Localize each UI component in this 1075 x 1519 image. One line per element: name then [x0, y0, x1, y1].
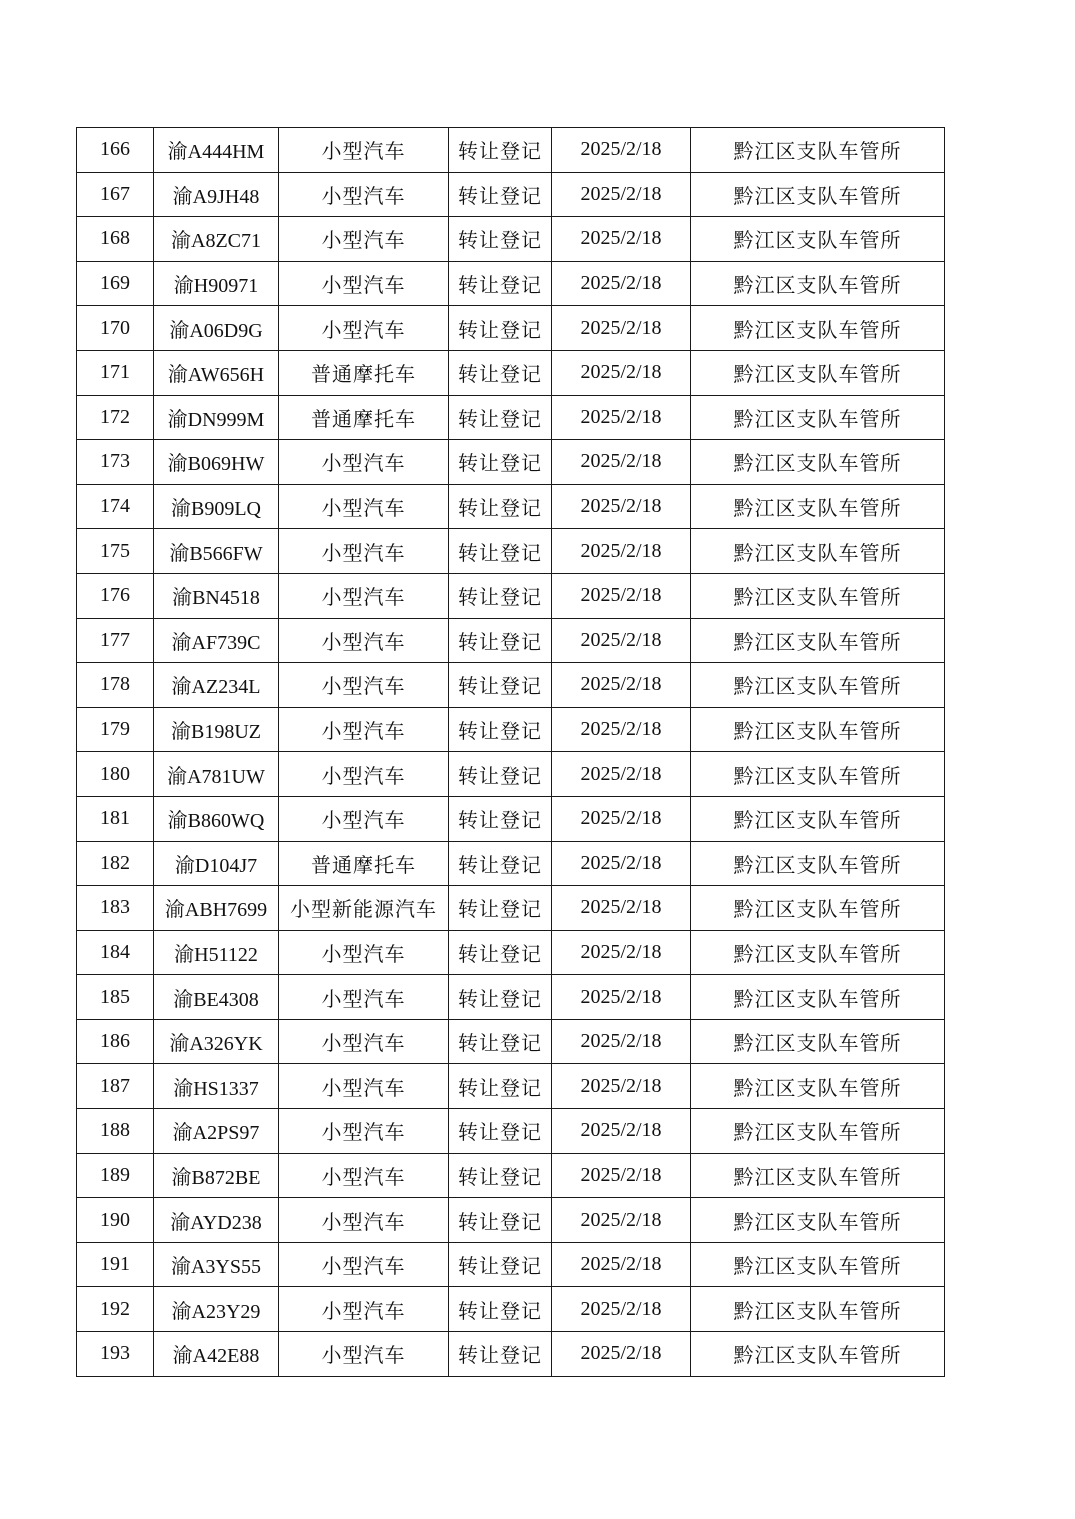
office-cell: 黔江区支队车管所 [691, 306, 945, 351]
vehicle-type-cell: 小型汽车 [279, 663, 449, 708]
table-row [77, 618, 945, 663]
date-cell: 2025/2/18 [552, 573, 691, 618]
business-type-cell: 转让登记 [449, 930, 552, 975]
plate-number-cell: 渝B872BE [154, 1153, 279, 1198]
table-row [77, 1153, 945, 1198]
date-cell: 2025/2/18 [552, 440, 691, 485]
business-type-cell: 转让登记 [449, 573, 552, 618]
office-cell: 黔江区支队车管所 [691, 796, 945, 841]
business-type-cell: 转让登记 [449, 1153, 552, 1198]
date-cell: 2025/2/18 [552, 1064, 691, 1109]
business-type-cell: 转让登记 [449, 1064, 552, 1109]
table-body [77, 128, 945, 1377]
vehicle-type-cell: 小型新能源汽车 [279, 886, 449, 931]
row-number-cell: 187 [77, 1064, 154, 1109]
plate-number-cell: 渝A2PS97 [154, 1109, 279, 1154]
table-row [77, 128, 945, 173]
plate-number-cell: 渝AF739C [154, 618, 279, 663]
date-cell: 2025/2/18 [552, 841, 691, 886]
business-type-cell: 转让登记 [449, 618, 552, 663]
plate-number-cell: 渝A326YK [154, 1019, 279, 1064]
row-number-cell: 188 [77, 1109, 154, 1154]
row-number-cell: 168 [77, 217, 154, 262]
business-type-cell: 转让登记 [449, 261, 552, 306]
row-number-cell: 189 [77, 1153, 154, 1198]
table-row [77, 529, 945, 574]
vehicle-type-cell: 小型汽车 [279, 1064, 449, 1109]
vehicle-type-cell: 小型汽车 [279, 707, 449, 752]
vehicle-type-cell: 小型汽车 [279, 752, 449, 797]
office-cell: 黔江区支队车管所 [691, 841, 945, 886]
vehicle-type-cell: 小型汽车 [279, 1019, 449, 1064]
vehicle-type-cell: 小型汽车 [279, 573, 449, 618]
business-type-cell: 转让登记 [449, 1198, 552, 1243]
business-type-cell: 转让登记 [449, 440, 552, 485]
row-number-cell: 177 [77, 618, 154, 663]
business-type-cell: 转让登记 [449, 796, 552, 841]
row-number-cell: 181 [77, 796, 154, 841]
plate-number-cell: 渝HS1337 [154, 1064, 279, 1109]
table-row [77, 484, 945, 529]
office-cell: 黔江区支队车管所 [691, 128, 945, 173]
row-number-cell: 173 [77, 440, 154, 485]
business-type-cell: 转让登记 [449, 350, 552, 395]
office-cell: 黔江区支队车管所 [691, 395, 945, 440]
date-cell: 2025/2/18 [552, 172, 691, 217]
vehicle-type-cell: 普通摩托车 [279, 350, 449, 395]
office-cell: 黔江区支队车管所 [691, 1064, 945, 1109]
table-row [77, 440, 945, 485]
business-type-cell: 转让登记 [449, 484, 552, 529]
plate-number-cell: 渝B860WQ [154, 796, 279, 841]
date-cell: 2025/2/18 [552, 1153, 691, 1198]
date-cell: 2025/2/18 [552, 484, 691, 529]
business-type-cell: 转让登记 [449, 1332, 552, 1377]
vehicle-type-cell: 小型汽车 [279, 1332, 449, 1377]
row-number-cell: 180 [77, 752, 154, 797]
vehicle-type-cell: 小型汽车 [279, 1287, 449, 1332]
date-cell: 2025/2/18 [552, 752, 691, 797]
plate-number-cell: 渝H90971 [154, 261, 279, 306]
row-number-cell: 190 [77, 1198, 154, 1243]
row-number-cell: 174 [77, 484, 154, 529]
vehicle-type-cell: 小型汽车 [279, 172, 449, 217]
business-type-cell: 转让登记 [449, 306, 552, 351]
row-number-cell: 183 [77, 886, 154, 931]
date-cell: 2025/2/18 [552, 1109, 691, 1154]
table-row [77, 1198, 945, 1243]
row-number-cell: 191 [77, 1242, 154, 1287]
row-number-cell: 178 [77, 663, 154, 708]
office-cell: 黔江区支队车管所 [691, 1242, 945, 1287]
plate-number-cell: 渝A23Y29 [154, 1287, 279, 1332]
vehicle-type-cell: 小型汽车 [279, 618, 449, 663]
business-type-cell: 转让登记 [449, 975, 552, 1020]
plate-number-cell: 渝A3YS55 [154, 1242, 279, 1287]
vehicle-type-cell: 小型汽车 [279, 1109, 449, 1154]
office-cell: 黔江区支队车管所 [691, 930, 945, 975]
business-type-cell: 转让登记 [449, 128, 552, 173]
table-row [77, 1109, 945, 1154]
office-cell: 黔江区支队车管所 [691, 573, 945, 618]
plate-number-cell: 渝ABH7699 [154, 886, 279, 931]
row-number-cell: 176 [77, 573, 154, 618]
table-row [77, 395, 945, 440]
office-cell: 黔江区支队车管所 [691, 975, 945, 1020]
row-number-cell: 193 [77, 1332, 154, 1377]
plate-number-cell: 渝B566FW [154, 529, 279, 574]
vehicle-type-cell: 小型汽车 [279, 484, 449, 529]
date-cell: 2025/2/18 [552, 217, 691, 262]
row-number-cell: 171 [77, 350, 154, 395]
row-number-cell: 175 [77, 529, 154, 574]
table-row [77, 1242, 945, 1287]
table-row [77, 752, 945, 797]
plate-number-cell: 渝AZ234L [154, 663, 279, 708]
office-cell: 黔江区支队车管所 [691, 350, 945, 395]
office-cell: 黔江区支队车管所 [691, 618, 945, 663]
plate-number-cell: 渝A06D9G [154, 306, 279, 351]
table-row [77, 1064, 945, 1109]
business-type-cell: 转让登记 [449, 1287, 552, 1332]
business-type-cell: 转让登记 [449, 663, 552, 708]
plate-number-cell: 渝BN4518 [154, 573, 279, 618]
row-number-cell: 184 [77, 930, 154, 975]
table-row [77, 217, 945, 262]
vehicle-type-cell: 小型汽车 [279, 975, 449, 1020]
plate-number-cell: 渝A9JH48 [154, 172, 279, 217]
date-cell: 2025/2/18 [552, 796, 691, 841]
table-row [77, 1332, 945, 1377]
table-row [77, 930, 945, 975]
row-number-cell: 185 [77, 975, 154, 1020]
office-cell: 黔江区支队车管所 [691, 1109, 945, 1154]
vehicle-type-cell: 小型汽车 [279, 1242, 449, 1287]
vehicle-type-cell: 小型汽车 [279, 306, 449, 351]
row-number-cell: 167 [77, 172, 154, 217]
plate-number-cell: 渝A444HM [154, 128, 279, 173]
business-type-cell: 转让登记 [449, 707, 552, 752]
office-cell: 黔江区支队车管所 [691, 261, 945, 306]
date-cell: 2025/2/18 [552, 663, 691, 708]
plate-number-cell: 渝B069HW [154, 440, 279, 485]
plate-number-cell: 渝AW656H [154, 350, 279, 395]
vehicle-type-cell: 小型汽车 [279, 529, 449, 574]
table-row [77, 306, 945, 351]
office-cell: 黔江区支队车管所 [691, 1287, 945, 1332]
date-cell: 2025/2/18 [552, 886, 691, 931]
vehicle-type-cell: 小型汽车 [279, 440, 449, 485]
vehicle-type-cell: 小型汽车 [279, 217, 449, 262]
plate-number-cell: 渝B909LQ [154, 484, 279, 529]
table-row [77, 350, 945, 395]
office-cell: 黔江区支队车管所 [691, 217, 945, 262]
business-type-cell: 转让登记 [449, 172, 552, 217]
plate-number-cell: 渝A8ZC71 [154, 217, 279, 262]
date-cell: 2025/2/18 [552, 1332, 691, 1377]
office-cell: 黔江区支队车管所 [691, 707, 945, 752]
date-cell: 2025/2/18 [552, 1287, 691, 1332]
business-type-cell: 转让登记 [449, 529, 552, 574]
date-cell: 2025/2/18 [552, 618, 691, 663]
vehicle-registration-table [76, 127, 945, 1377]
date-cell: 2025/2/18 [552, 529, 691, 574]
office-cell: 黔江区支队车管所 [691, 172, 945, 217]
business-type-cell: 转让登记 [449, 841, 552, 886]
table-row [77, 261, 945, 306]
row-number-cell: 170 [77, 306, 154, 351]
table-row [77, 172, 945, 217]
plate-number-cell: 渝B198UZ [154, 707, 279, 752]
table-row [77, 975, 945, 1020]
plate-number-cell: 渝AYD238 [154, 1198, 279, 1243]
plate-number-cell: 渝BE4308 [154, 975, 279, 1020]
plate-number-cell: 渝A781UW [154, 752, 279, 797]
business-type-cell: 转让登记 [449, 395, 552, 440]
row-number-cell: 186 [77, 1019, 154, 1064]
plate-number-cell: 渝DN999M [154, 395, 279, 440]
office-cell: 黔江区支队车管所 [691, 886, 945, 931]
table-row [77, 1019, 945, 1064]
office-cell: 黔江区支队车管所 [691, 1153, 945, 1198]
date-cell: 2025/2/18 [552, 1198, 691, 1243]
vehicle-type-cell: 小型汽车 [279, 128, 449, 173]
date-cell: 2025/2/18 [552, 930, 691, 975]
date-cell: 2025/2/18 [552, 1242, 691, 1287]
row-number-cell: 192 [77, 1287, 154, 1332]
table-row [77, 796, 945, 841]
vehicle-type-cell: 小型汽车 [279, 796, 449, 841]
plate-number-cell: 渝H51122 [154, 930, 279, 975]
vehicle-type-cell: 小型汽车 [279, 1198, 449, 1243]
vehicle-type-cell: 小型汽车 [279, 1153, 449, 1198]
vehicle-type-cell: 普通摩托车 [279, 841, 449, 886]
plate-number-cell: 渝A42E88 [154, 1332, 279, 1377]
row-number-cell: 182 [77, 841, 154, 886]
office-cell: 黔江区支队车管所 [691, 1198, 945, 1243]
table-row [77, 841, 945, 886]
row-number-cell: 169 [77, 261, 154, 306]
business-type-cell: 转让登记 [449, 752, 552, 797]
table-row [77, 1287, 945, 1332]
vehicle-type-cell: 普通摩托车 [279, 395, 449, 440]
office-cell: 黔江区支队车管所 [691, 663, 945, 708]
office-cell: 黔江区支队车管所 [691, 1019, 945, 1064]
row-number-cell: 179 [77, 707, 154, 752]
business-type-cell: 转让登记 [449, 1109, 552, 1154]
date-cell: 2025/2/18 [552, 707, 691, 752]
row-number-cell: 172 [77, 395, 154, 440]
office-cell: 黔江区支队车管所 [691, 1332, 945, 1377]
table-row [77, 886, 945, 931]
table-row [77, 707, 945, 752]
business-type-cell: 转让登记 [449, 217, 552, 262]
vehicle-type-cell: 小型汽车 [279, 930, 449, 975]
office-cell: 黔江区支队车管所 [691, 484, 945, 529]
date-cell: 2025/2/18 [552, 1019, 691, 1064]
date-cell: 2025/2/18 [552, 306, 691, 351]
office-cell: 黔江区支队车管所 [691, 752, 945, 797]
date-cell: 2025/2/18 [552, 975, 691, 1020]
date-cell: 2025/2/18 [552, 128, 691, 173]
date-cell: 2025/2/18 [552, 350, 691, 395]
office-cell: 黔江区支队车管所 [691, 529, 945, 574]
business-type-cell: 转让登记 [449, 886, 552, 931]
vehicle-type-cell: 小型汽车 [279, 261, 449, 306]
business-type-cell: 转让登记 [449, 1242, 552, 1287]
date-cell: 2025/2/18 [552, 395, 691, 440]
plate-number-cell: 渝D104J7 [154, 841, 279, 886]
date-cell: 2025/2/18 [552, 261, 691, 306]
row-number-cell: 166 [77, 128, 154, 173]
office-cell: 黔江区支队车管所 [691, 440, 945, 485]
table-row [77, 663, 945, 708]
table-row [77, 573, 945, 618]
business-type-cell: 转让登记 [449, 1019, 552, 1064]
